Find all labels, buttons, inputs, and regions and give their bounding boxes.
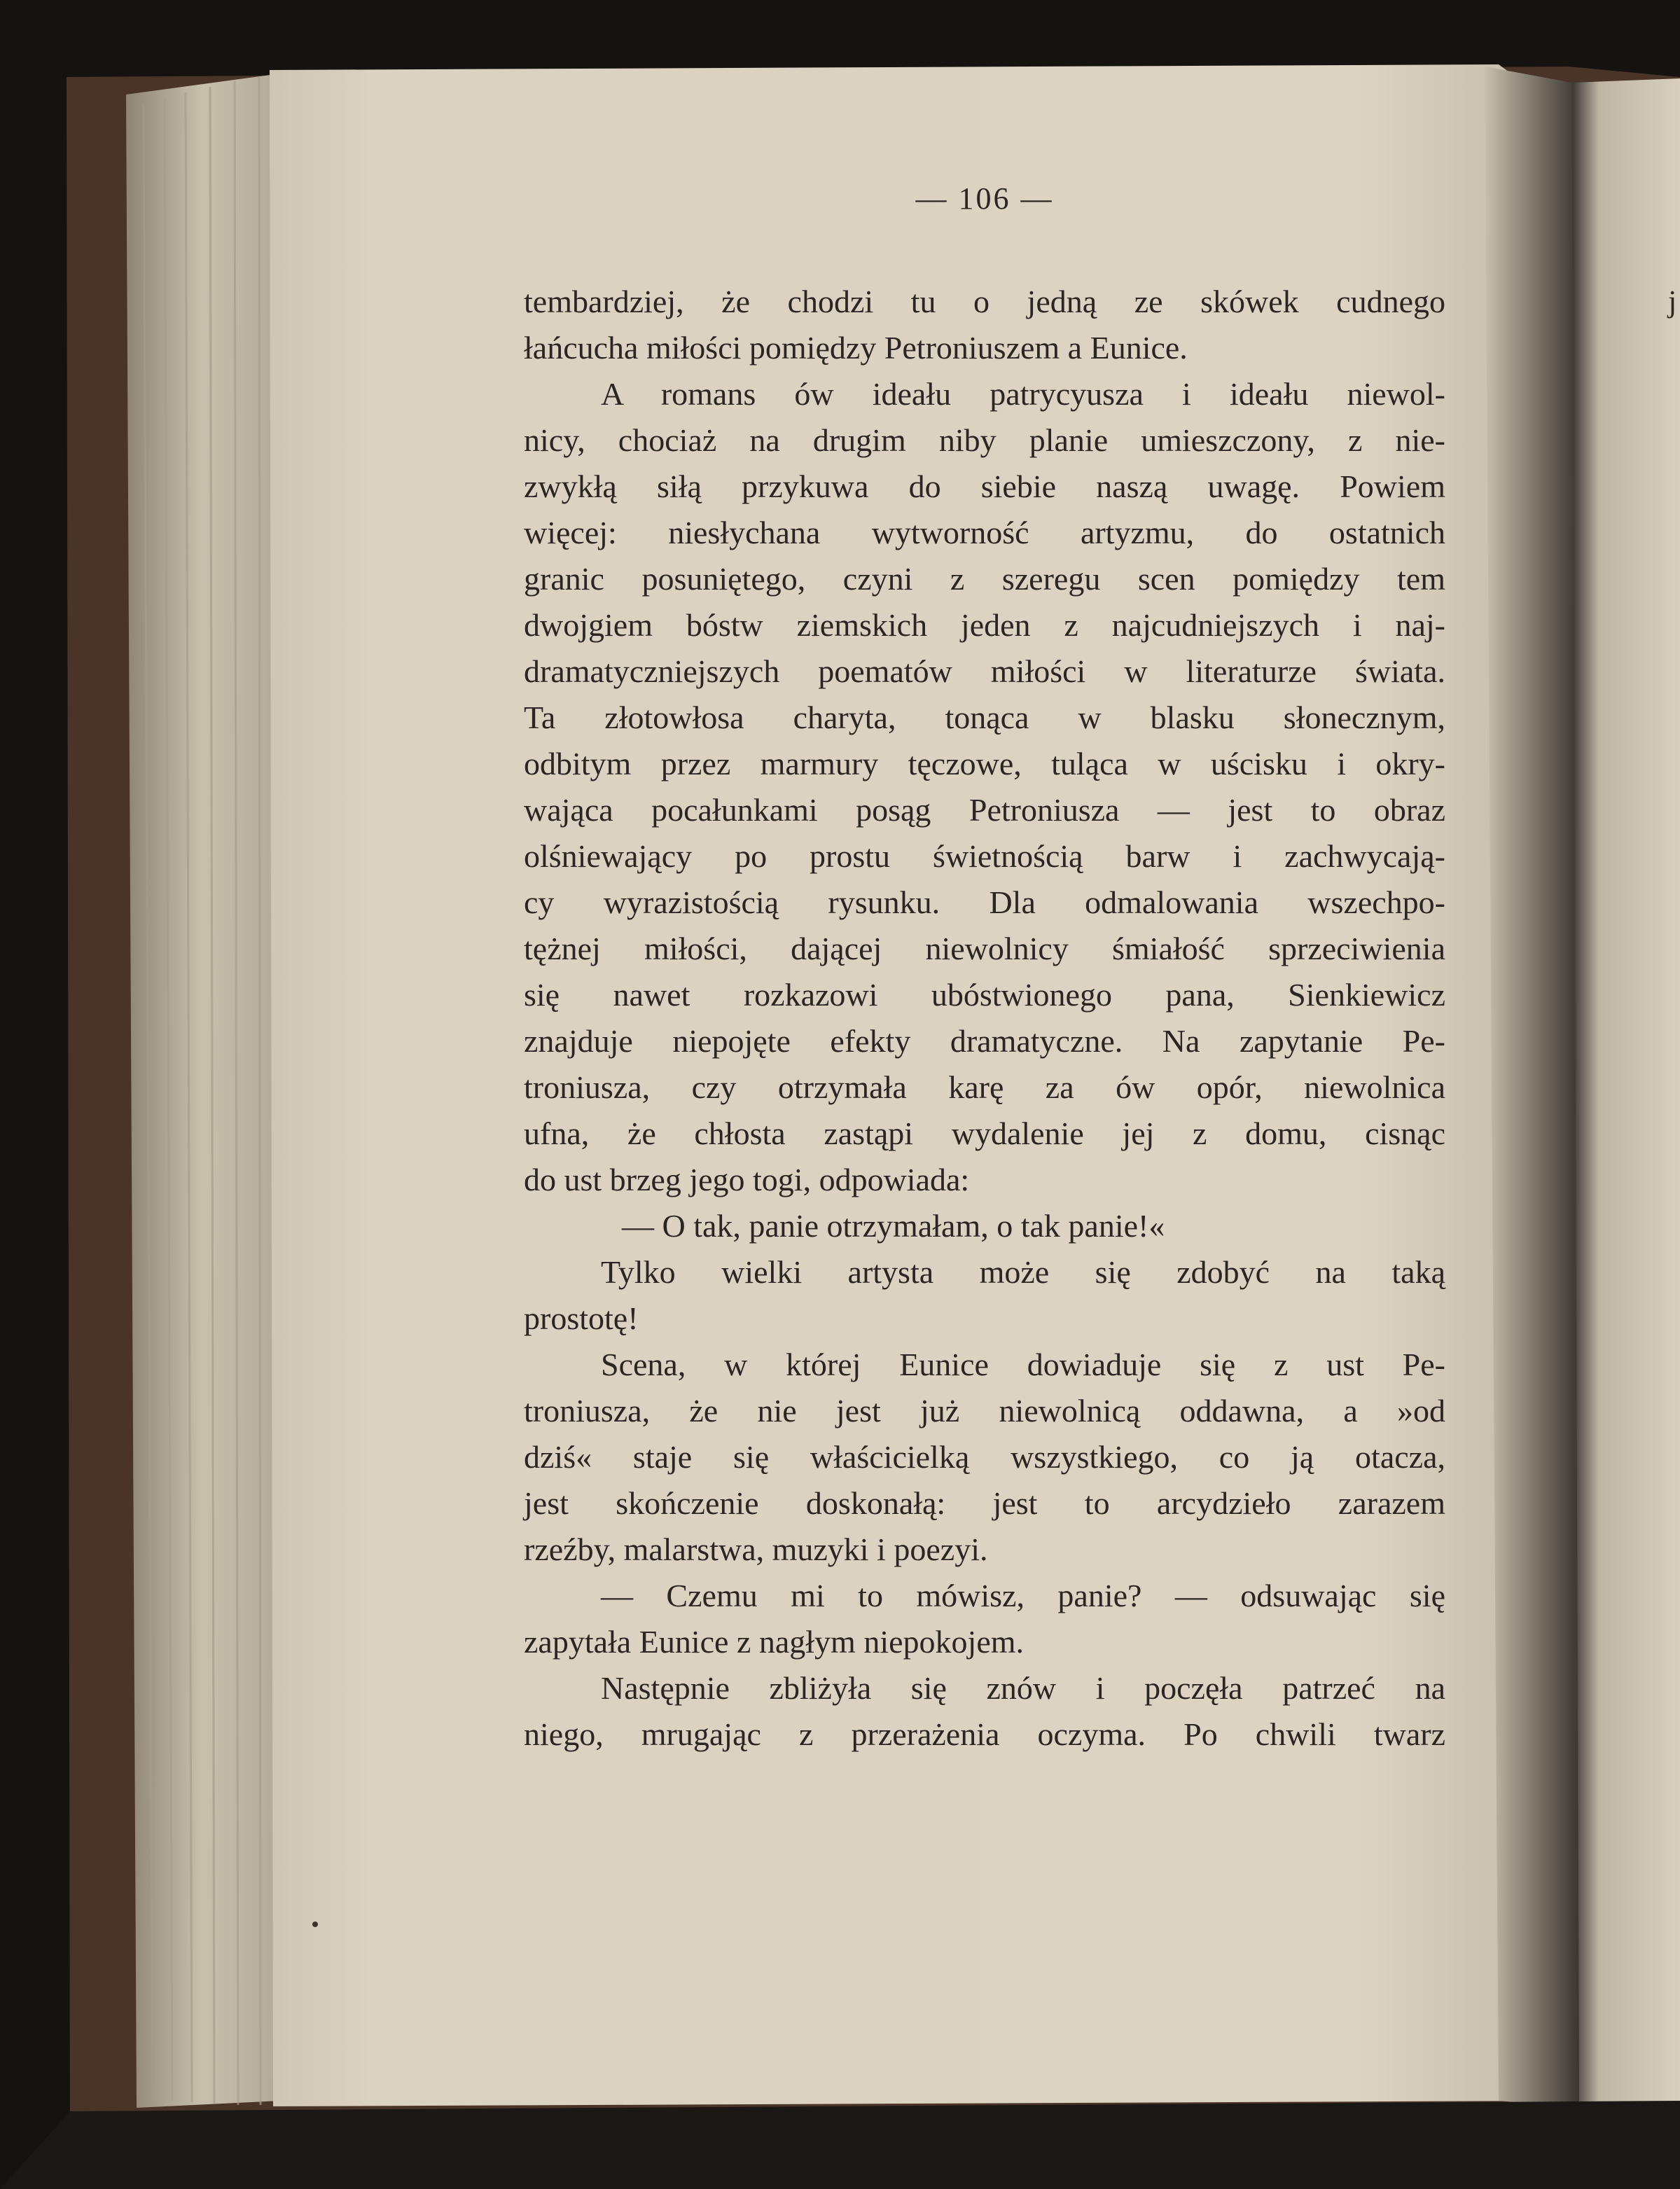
text-line-8: dwojgiem bóstw ziemskich jeden z najcudniejszych i naj- [524, 607, 1445, 643]
text-line-10: Ta złotowłosa charyta, tonąca w blasku słonecznym, [524, 700, 1445, 735]
text-line-25: troniusza, że nie jest już niewolnicą oddawna, a »od [524, 1393, 1445, 1429]
text-line-23: prostotę! [524, 1300, 639, 1336]
text-line-27: jest skończenie doskonałą: jest to arcydzieło zarazem [524, 1485, 1445, 1521]
text-line-7: granic posuniętego, czyni z szeregu scen pomiędzy tem [524, 561, 1445, 597]
text-line-29: — Czemu mi to mówisz, panie? — odsuwając się [601, 1578, 1445, 1613]
page-header: — 106 — [915, 181, 1054, 216]
text-line-14: cy wyrazistością rysunku. Dla odmalowania wszechpo- [524, 884, 1445, 920]
text-line-15: tężnej miłości, dającej niewolnicy śmiałość sprzeciwienia [524, 931, 1445, 966]
facing-page-edge-letter: j [1668, 284, 1677, 319]
text-line-6: więcej: niesłychana wytworność artyzmu, do ostatnich [524, 515, 1445, 550]
text-line-22: Tylko wielki artysta może się zdobyć na taką [601, 1254, 1445, 1290]
text-line-9: dramatyczniejszych poematów miłości w literaturze świata. [524, 653, 1445, 689]
text-line-1: tembardziej, że chodzi tu o jedną ze skówek cudnego [524, 284, 1445, 319]
text-line-17: znajduje niepojęte efekty dramatyczne. Na zapytanie Pe- [524, 1023, 1445, 1059]
text-line-18: troniusza, czy otrzymała karę za ów opór, niewolnica [524, 1069, 1445, 1105]
text-line-31: Następnie zbliżyła się znów i poczęła patrzeć na [601, 1670, 1445, 1706]
text-line-11: odbitym przez marmury tęczowe, tuląca w uścisku i okry- [524, 746, 1445, 781]
text-line-2: łańcucha miłości pomiędzy Petroniuszem a Eunice. [524, 330, 1188, 366]
text-line-30: zapytała Eunice z nagłym niepokojem. [524, 1624, 1025, 1660]
text-line-19: ufna, że chłosta zastąpi wydalenie jej z domu, cisnąc [524, 1116, 1445, 1151]
text-line-28: rzeźby, malarstwa, muzyki i poezyi. [524, 1531, 988, 1567]
text-line-20: do ust brzeg jego togi, odpowiada: [524, 1162, 970, 1197]
text-line-3: A romans ów ideału patrycyusza i ideału niewol- [601, 376, 1445, 412]
text-line-13: olśniewający po prostu świetnością barw i zachwycają- [524, 838, 1445, 874]
text-line-16: się nawet rozkazowi ubóstwionego pana, Sienkiewicz [524, 977, 1445, 1013]
text-line-5: zwykłą siłą przykuwa do siebie naszą uwagę. Powiem [524, 468, 1445, 504]
text-line-4: nicy, chociaż na drugim niby planie umieszczony, z nie- [524, 422, 1445, 458]
text-line-26: dziś« staje się właścicielką wszystkiego, co ją otacza, [524, 1439, 1445, 1475]
text-line-12: wająca pocałunkami posąg Petroniusza — jest to obraz [524, 792, 1445, 828]
text-line-32: niego, mrugając z przerażenia oczyma. Po chwili twarz [524, 1716, 1445, 1752]
text-line-24: Scena, w której Eunice dowiaduje się z ust Pe- [601, 1347, 1445, 1382]
text-line-21: — O tak, panie otrzymałam, o tak panie!« [622, 1208, 1165, 1244]
